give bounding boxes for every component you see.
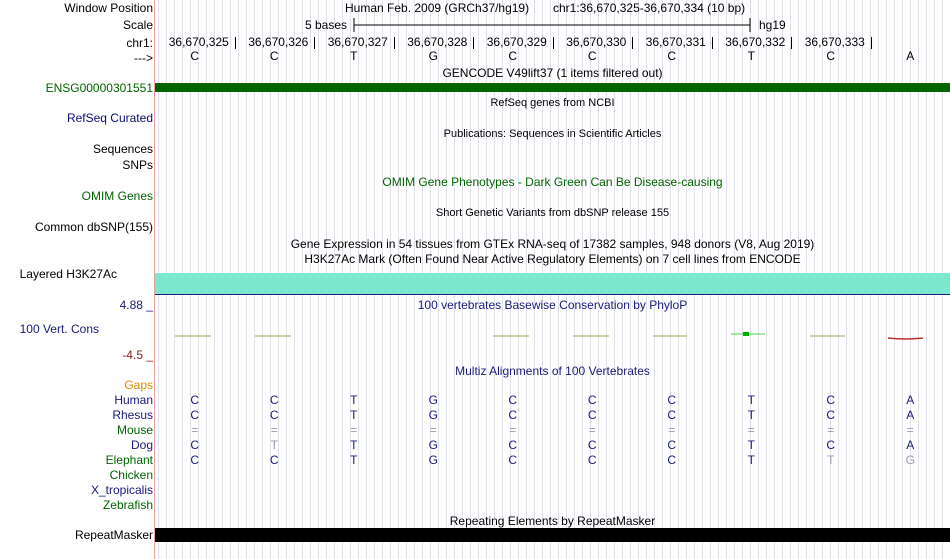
reference-base: C (826, 49, 836, 63)
alignment-base: T (350, 408, 358, 422)
alignment-base: = (270, 423, 278, 437)
species-label: Dog (130, 438, 153, 452)
alignment-base: C (587, 438, 597, 452)
alignment-base: T (747, 438, 755, 452)
position-title: chr1:36,670,325-36,670,334 (10 bp) (553, 1, 746, 15)
alignment-base: = (429, 423, 437, 437)
reference-base: A (906, 49, 915, 63)
alignment-base: C (587, 453, 597, 467)
chr-label: chr1: (126, 36, 153, 50)
repeatmasker-feature-bar[interactable] (155, 528, 950, 542)
ruler-tick (473, 37, 474, 49)
alignment-base: C (508, 393, 518, 407)
alignment-base: = (906, 423, 914, 437)
alignment-base: C (826, 393, 836, 407)
ruler-coordinate: 36,670,331 (645, 35, 706, 49)
window-position-label: Window Position (64, 1, 153, 15)
reference-base: C (587, 49, 597, 63)
alignment-base: A (906, 438, 915, 452)
alignment-base: = (668, 423, 676, 437)
ruler-coordinate: 36,670,326 (248, 35, 309, 49)
alignment-base: C (667, 393, 677, 407)
alignment-base: = (350, 423, 358, 437)
alignment-base: C (190, 408, 200, 422)
reference-base: C (667, 49, 677, 63)
gencode-track-label[interactable]: ENSG00000301551 (45, 81, 153, 95)
alignment-base: G (428, 393, 438, 407)
gencode-track-title: GENCODE V49lift37 (1 items filtered out) (442, 66, 663, 80)
alignment-base: T (350, 393, 358, 407)
reference-base: T (747, 49, 755, 63)
alignment-base: C (269, 408, 279, 422)
ruler-tick (394, 37, 395, 49)
ruler-tick (712, 37, 713, 49)
ruler-tick (314, 37, 315, 49)
gencode-feature-bar[interactable] (155, 83, 950, 92)
alignment-base: = (588, 423, 596, 437)
ruler-tick (871, 37, 872, 49)
alignment-base: = (827, 423, 835, 437)
species-label: X_tropicalis (90, 483, 153, 497)
repeatmasker-track-title: Repeating Elements by RepeatMasker (449, 514, 656, 528)
ruler-tick (632, 37, 633, 49)
alignment-base: T (747, 408, 755, 422)
alignment-base: C (190, 453, 200, 467)
strand-arrow-label: ---> (134, 51, 153, 65)
alignment-base: = (191, 423, 199, 437)
alignment-base: C (587, 408, 597, 422)
scale-bar (352, 18, 754, 32)
gaps-label: Gaps (124, 378, 153, 392)
alignment-base: C (667, 408, 677, 422)
reference-base: T (350, 49, 358, 63)
omim-track-label[interactable]: OMIM Genes (81, 189, 153, 203)
alignment-base: G (905, 453, 915, 467)
dbsnp-track-label[interactable]: Common dbSNP(155) (34, 220, 153, 234)
species-label: Rhesus (112, 408, 153, 422)
multiz-track-title: Multiz Alignments of 100 Vertebrates (455, 364, 650, 378)
refseq-track-label[interactable]: RefSeq Curated (66, 111, 153, 125)
alignment-base: = (509, 423, 517, 437)
reference-base: G (428, 49, 438, 63)
alignment-base: C (667, 453, 677, 467)
assembly-title: Human Feb. 2009 (GRCh37/hg19) (345, 1, 530, 15)
reference-base: C (190, 49, 200, 63)
alignment-base: C (508, 408, 518, 422)
alignment-base: C (826, 408, 836, 422)
reference-base: C (269, 49, 279, 63)
refseq-track-title: RefSeq genes from NCBI (490, 97, 615, 109)
h3k27ac-track-title: H3K27Ac Mark (Often Found Near Active Regulatory Elements) on 7 cell lines from ENCODE (304, 252, 801, 266)
alignment-base: C (190, 393, 200, 407)
publications-sequences-label[interactable]: Sequences (92, 142, 153, 156)
phylop-track-label[interactable]: 100 Vert. Cons (19, 322, 99, 336)
publications-snps-label[interactable]: SNPs (122, 158, 153, 172)
ruler-tick (235, 37, 236, 49)
alignment-base: C (667, 438, 677, 452)
ruler-coordinate: 36,670,333 (804, 35, 865, 49)
h3k27ac-track-label[interactable]: Layered H3K27Ac (19, 267, 117, 281)
alignment-base: C (190, 438, 200, 452)
omim-track-title: OMIM Gene Phenotypes - Dark Green Can Be Disease-causing (382, 175, 723, 189)
ruler-coordinate: 36,670,328 (407, 35, 468, 49)
scale-text: 5 bases (305, 18, 348, 32)
ruler-tick (791, 37, 792, 49)
alignment-base: C (587, 393, 597, 407)
h3k27ac-baseline (155, 294, 950, 295)
scale-label: Scale (122, 18, 153, 32)
gtex-track-title: Gene Expression in 54 tissues from GTEx RNA-seq of 17382 samples, 948 donors (V8, Aug 2019) (290, 237, 815, 251)
publications-track-title: Publications: Sequences in Scientific Articles (443, 128, 662, 140)
alignment-base: C (826, 438, 836, 452)
ruler-coordinate: 36,670,330 (566, 35, 627, 49)
alignment-base: T (350, 453, 358, 467)
alignment-base: T (350, 438, 358, 452)
repeatmasker-track-label[interactable]: RepeatMasker (74, 528, 153, 542)
ruler-coordinate: 36,670,332 (725, 35, 786, 49)
alignment-base: A (906, 408, 915, 422)
alignment-base: T (827, 453, 835, 467)
species-label: Human (114, 393, 153, 407)
ruler-tick (553, 37, 554, 49)
species-label: Zebrafish (102, 498, 153, 512)
phylop-max-label: 4.88 _ (119, 298, 153, 312)
alignment-base: C (269, 393, 279, 407)
alignment-base: T (747, 453, 755, 467)
db-label: hg19 (759, 18, 786, 32)
alignment-base: A (906, 393, 915, 407)
species-label: Elephant (105, 453, 153, 467)
alignment-base: C (508, 438, 518, 452)
ruler-coordinate: 36,670,329 (486, 35, 547, 49)
reference-base: C (508, 49, 518, 63)
ruler-coordinate: 36,670,327 (327, 35, 388, 49)
alignment-base: T (270, 438, 278, 452)
species-label: Chicken (109, 468, 153, 482)
phylop-min-label: -4.5 _ (122, 348, 153, 362)
ruler-coordinate: 36,670,325 (168, 35, 229, 49)
phylop-track-title: 100 vertebrates Basewise Conservation by PhyloP (417, 298, 688, 312)
h3k27ac-signal[interactable] (155, 273, 950, 294)
phylop-signal[interactable] (155, 326, 950, 346)
alignment-base: = (747, 423, 755, 437)
alignment-base: G (428, 438, 438, 452)
alignment-base: T (747, 393, 755, 407)
alignment-base: G (428, 453, 438, 467)
alignment-base: C (508, 453, 518, 467)
species-label: Mouse (116, 423, 153, 437)
alignment-base: G (428, 408, 438, 422)
dbsnp-track-title: Short Genetic Variants from dbSNP release 155 (435, 207, 670, 219)
alignment-base: C (269, 453, 279, 467)
